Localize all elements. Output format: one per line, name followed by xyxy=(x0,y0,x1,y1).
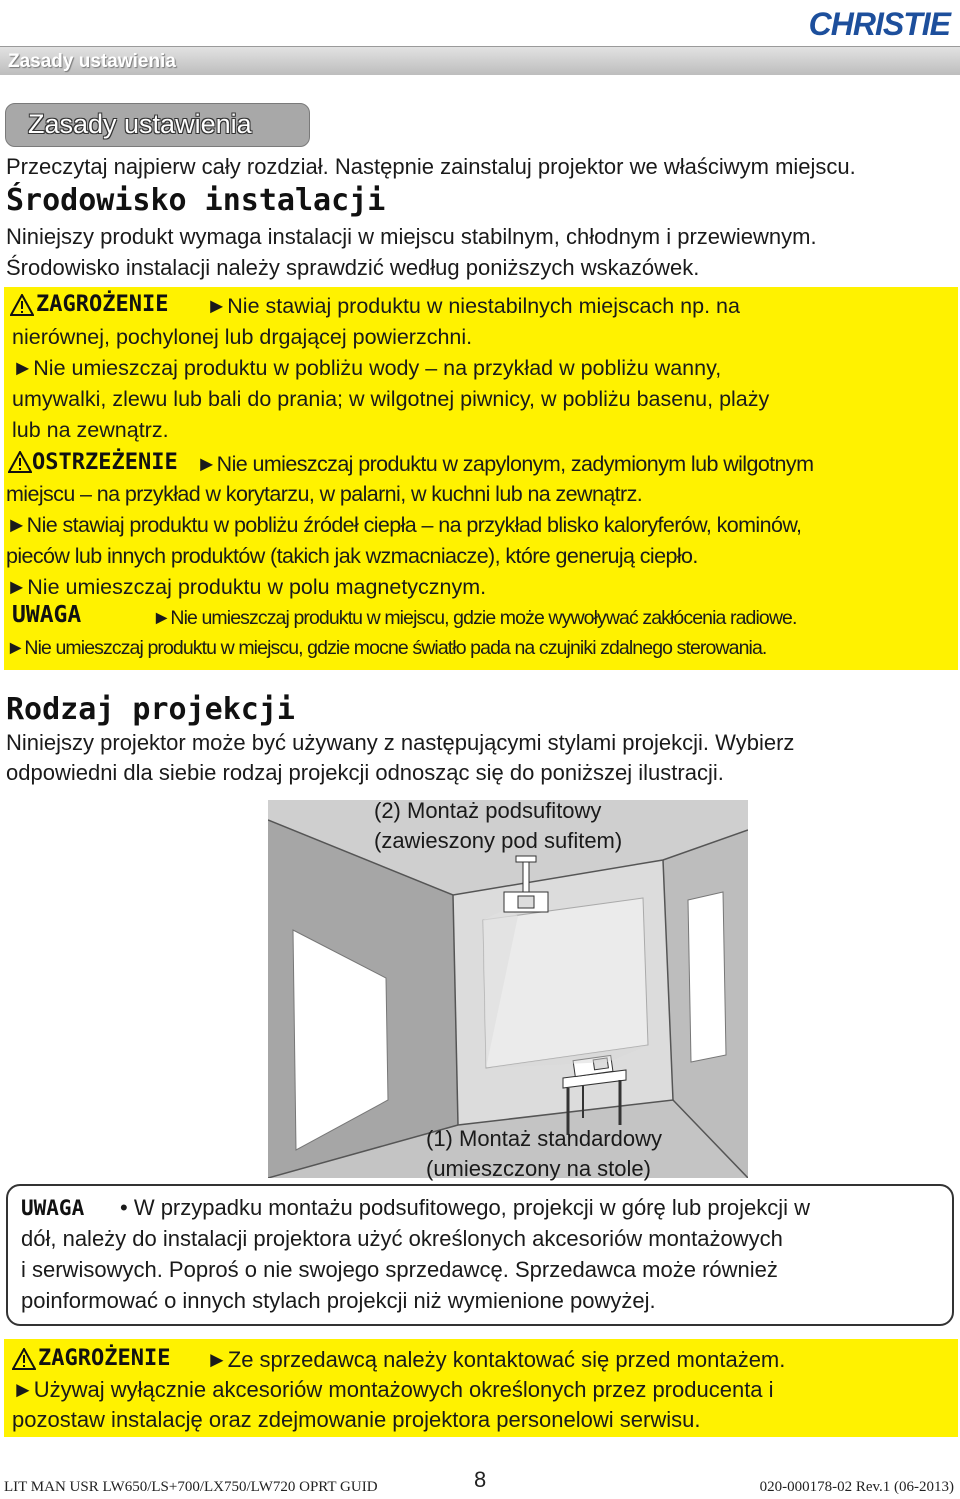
danger-line-1: ►Nie stawiaj produktu w niestabilnych miejscach np. na xyxy=(206,294,740,318)
env-heading: Środowisko instalacji xyxy=(6,183,386,218)
danger-box-2-label: ZAGROŻENIE xyxy=(38,1346,171,1371)
env-line-1: Niniejszy produkt wymaga instalacji w miejscu stabilnym, chłodnym i przewiewnym. xyxy=(6,224,817,249)
note-box-line-4: poinformować o innych stylach projekcji niż wymienione powyżej. xyxy=(21,1288,656,1313)
table-caption-2: (umieszczony na stole) xyxy=(426,1156,651,1181)
projection-heading: Rodzaj projekcji xyxy=(6,692,295,727)
page-title-pill xyxy=(5,103,310,147)
caution-line-4: pieców lub innych produktów (takich jak wzmacniacze), które generują ciepło. xyxy=(6,544,698,568)
footer-revision: 020-000178-02 Rev.1 (06-2013) xyxy=(759,1479,954,1495)
danger-line-3: ►Nie umieszczaj produktu w pobliżu wody – na przykład w pobliżu wanny, xyxy=(12,356,722,380)
page-title: Zasady ustawienia xyxy=(28,109,252,139)
caution-line-5: ►Nie umieszczaj produktu w polu magnetycznym. xyxy=(6,575,487,599)
note-box-line-3: i serwisowych. Poproś o nie swojego sprzedawcę. Sprzedawca może również xyxy=(21,1257,778,1282)
danger-box-2-line-3: pozostaw instalację oraz zdejmowanie projektora personelowi serwisu. xyxy=(12,1407,701,1432)
projection-line-2: odpowiedni dla siebie rodzaj projekcji odnosząc się do poniższej ilustracji. xyxy=(6,760,724,785)
danger-triangle-icon xyxy=(12,1348,36,1370)
ceiling-caption-1: (2) Montaż podsufitowy xyxy=(374,798,602,823)
note-label: UWAGA xyxy=(12,602,82,628)
danger-line-2: nierównej, pochylonej lub drgającej powierzchni. xyxy=(12,325,473,349)
caution-line-2: miejscu – na przykład w korytarzu, w palarni, w kuchni lub na zewnątrz. xyxy=(6,482,643,506)
env-line-2: Środowisko instalacji należy sprawdzić według poniższych wskazówek. xyxy=(6,255,700,280)
intro-text: Przeczytaj najpierw cały rozdział. Następnie zainstaluj projektor we właściwym miejscu. xyxy=(6,154,856,179)
caution-line-3: ►Nie stawiaj produktu w pobliżu źródeł ciepła – na przykład blisko kaloryferów, kominów, xyxy=(6,513,802,537)
danger-box-2 xyxy=(4,1339,958,1437)
caution-line-1: ►Nie umieszczaj produktu w zapylonym, zadymionym lub wilgotnym xyxy=(196,452,814,476)
note-line-1: ►Nie umieszczaj produktu w miejscu, gdzie może wywoływać zakłócenia radiowe. xyxy=(152,607,797,629)
christie-logo xyxy=(752,4,952,44)
note-box-line-2: dół, należy do instalacji projektora użyć określonych akcesoriów montażowych xyxy=(21,1226,783,1251)
section-header-bar xyxy=(0,46,960,75)
svg-text:CHRISTIE: CHRISTIE xyxy=(808,6,950,42)
danger-box-2-line-2: ►Używaj wyłącznie akcesoriów montażowych określonych przez producenta i xyxy=(12,1377,774,1402)
warning-box xyxy=(4,287,958,670)
danger-line-5: lub na zewnątrz. xyxy=(12,418,169,442)
ceiling-caption-2: (zawieszony pod sufitem) xyxy=(374,828,623,853)
danger-line-4: umywalki, zlewu lub bali do prania; w wilgotnej piwnicy, w pobliżu basenu, plaży xyxy=(12,387,770,411)
table-caption-1: (1) Montaż standardowy xyxy=(426,1126,662,1151)
warning-triangle-icon xyxy=(10,294,34,316)
danger-box-2-line-1: ►Ze sprzedawcą należy kontaktować się przed montażem. xyxy=(206,1347,786,1372)
page-number: 8 xyxy=(474,1467,487,1492)
room-illustration xyxy=(268,800,748,1178)
projection-line-1: Niniejszy projektor może być używany z następującymi stylami projekcji. Wybierz xyxy=(6,730,795,755)
note-line-2: ►Nie umieszczaj produktu w miejscu, gdzie mocne światło pada na czujniki zdalnego sterowania. xyxy=(6,637,767,659)
note-box xyxy=(6,1184,954,1326)
caution-triangle-icon xyxy=(8,451,32,473)
note-box-line-1: • W przypadku montażu podsufitowego, projekcji w górę lub projekcji w xyxy=(120,1195,811,1220)
section-header-title: Zasady ustawienia xyxy=(8,51,176,72)
footer-doc-id: LIT MAN USR LW650/LS+700/LX750/LW720 OPRT GUID xyxy=(4,1479,378,1495)
caution-label: OSTRZEŻENIE xyxy=(32,450,178,475)
danger-label: ZAGROŻENIE xyxy=(36,292,169,317)
note-box-label: UWAGA xyxy=(21,1196,85,1220)
